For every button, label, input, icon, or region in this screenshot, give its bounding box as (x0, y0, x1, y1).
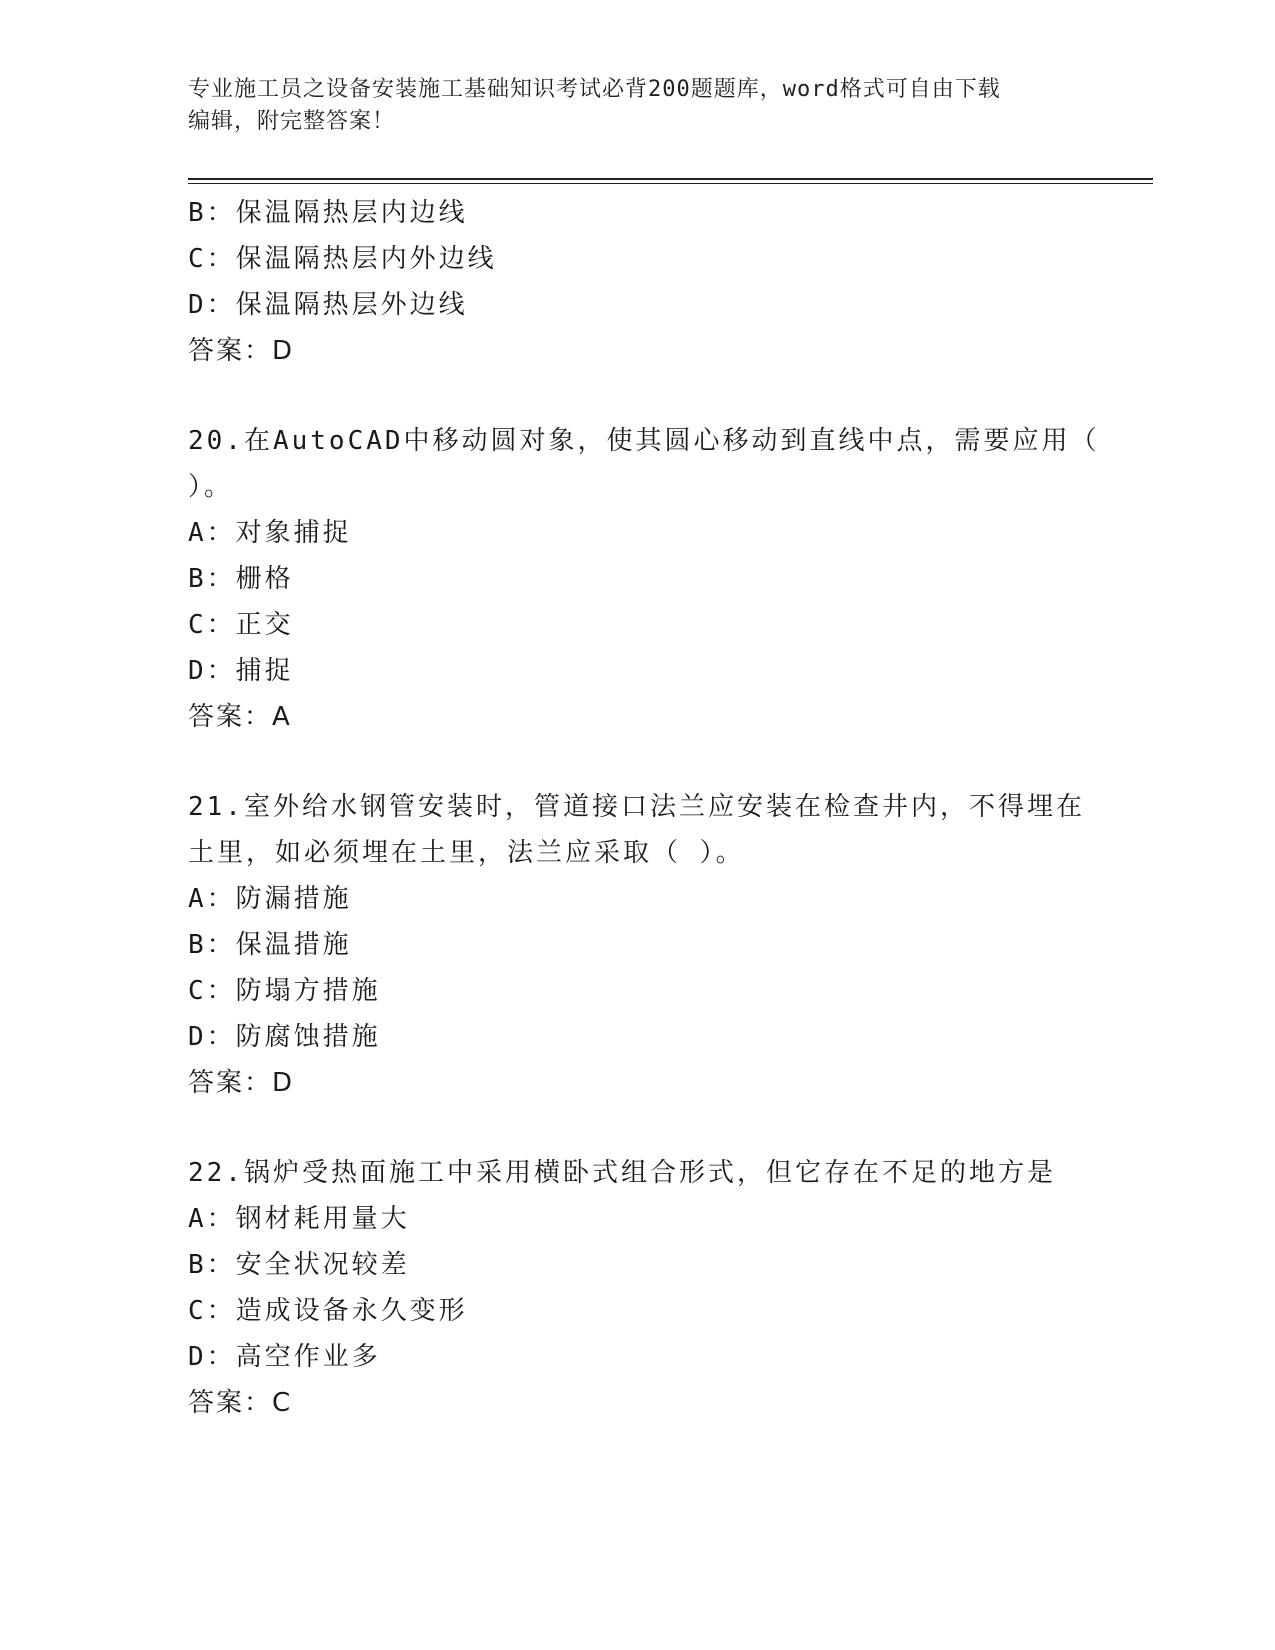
option-b: B：安全状况较差 (188, 1250, 410, 1280)
question-stem-line: ）。 (188, 472, 234, 502)
answer-line: 答案：A (188, 702, 292, 732)
question-stem-line: 20.在AutoCAD中移动圆对象，使其圆心移动到直线中点，需要应用（ (188, 426, 1100, 456)
spacer (188, 374, 1088, 418)
document-header (188, 74, 1088, 138)
answer-line: 答案：D (188, 336, 295, 366)
answer-line: 答案：D (188, 1068, 295, 1098)
question-stem-line: 土里，如必须埋在土里，法兰应采取（ ）。 (188, 838, 745, 868)
question-list (188, 190, 1100, 1426)
header-title-line-1: 专业施工员之设备安装施工基础知识考试必背200题题库，word格式可自由下载 (188, 77, 1001, 102)
option-a: A：钢材耗用量大 (188, 1204, 410, 1234)
header-divider-thin (188, 183, 1153, 184)
question-block-partial (188, 190, 1088, 374)
header-title-line-2: 编辑，附完整答案！ (188, 109, 396, 134)
question-block-21 (188, 784, 1088, 1106)
header-divider-thick (188, 178, 1153, 180)
question-stem-line: 21.室外给水钢管安装时，管道接口法兰应安装在检查井内，不得埋在 (188, 792, 1085, 822)
question-block-20 (188, 418, 1100, 740)
spacer (188, 1106, 1088, 1150)
option-d: D：捕捉 (188, 656, 294, 686)
option-c: C：保温隔热层内外边线 (188, 244, 497, 274)
option-b: B：保温隔热层内边线 (188, 198, 468, 228)
spacer (188, 740, 1088, 784)
option-c: C：防塌方措施 (188, 976, 381, 1006)
option-c: C：正交 (188, 610, 294, 640)
question-stem-line: 22.锅炉受热面施工中采用横卧式组合形式，但它存在不足的地方是 (188, 1158, 1056, 1188)
option-d: D：高空作业多 (188, 1342, 381, 1372)
option-b: B：栅格 (188, 564, 294, 594)
option-d: D：防腐蚀措施 (188, 1022, 381, 1052)
option-a: A：防漏措施 (188, 884, 352, 914)
option-a: A：对象捕捉 (188, 518, 352, 548)
option-c: C：造成设备永久变形 (188, 1296, 468, 1326)
answer-line: 答案：C (188, 1388, 293, 1418)
option-d: D：保温隔热层外边线 (188, 290, 468, 320)
question-block-22 (188, 1150, 1088, 1426)
option-b: B：保温措施 (188, 930, 352, 960)
